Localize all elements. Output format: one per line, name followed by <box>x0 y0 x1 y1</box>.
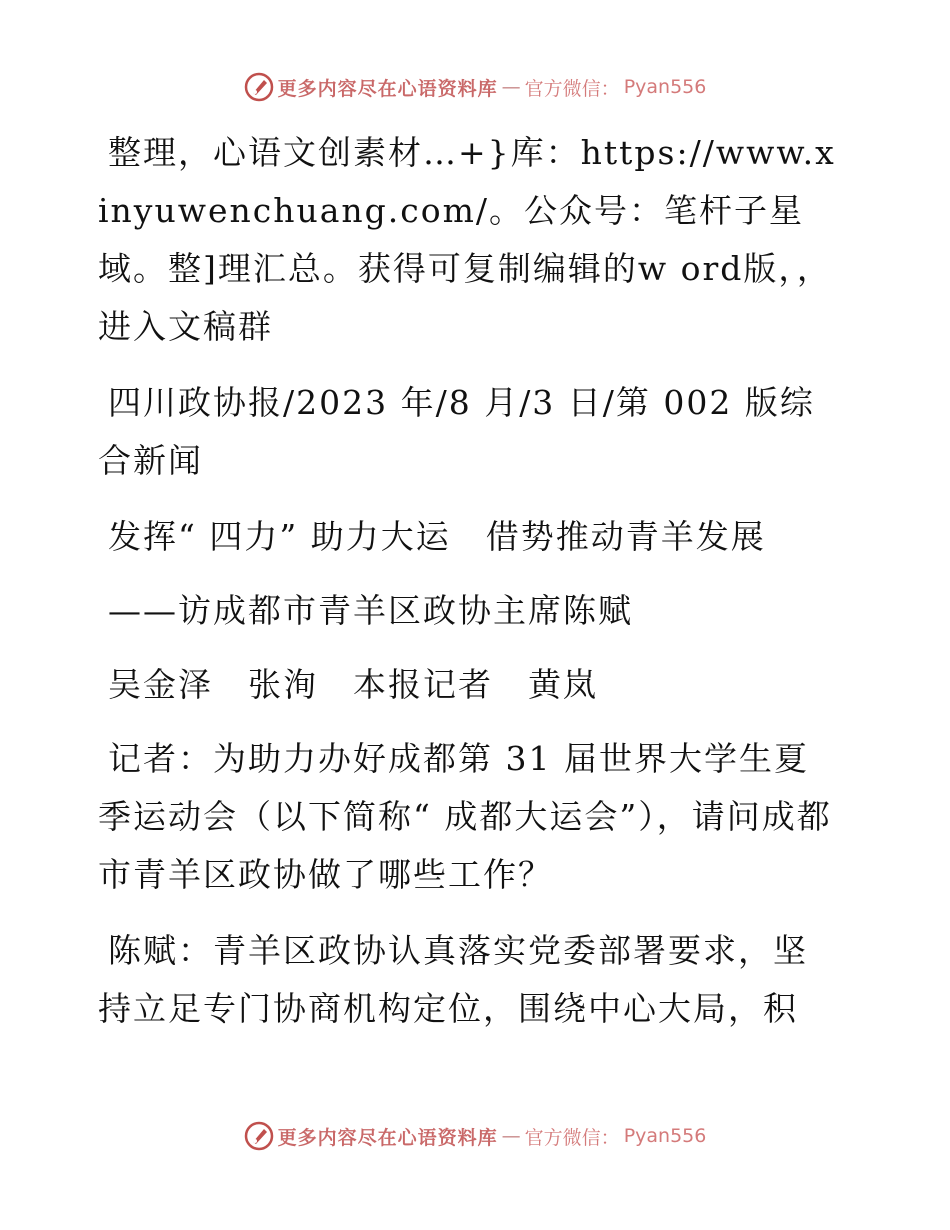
banner-brand-text: 更多内容尽在心语资料库 <box>277 1126 498 1149</box>
banner-official-label: 官方微信： <box>524 77 620 100</box>
article-subtitle: ——访成都市青羊区政协主席陈赋 <box>108 591 633 630</box>
banner-separator: — <box>501 76 521 98</box>
question-paragraph: 记者：为助力办好成都第 31 届世界大学生夏季运动会（以下简称“ 成都大运会”），请问成都市青羊区政协做了哪些工作？ <box>98 739 832 894</box>
article-title: 发挥“ 四力” 助力大运 借势推动青羊发展 <box>108 517 766 556</box>
document-body <box>98 124 838 1056</box>
pen-nib-logo-icon <box>244 72 274 102</box>
banner-official-label: 官方微信： <box>524 1126 620 1149</box>
banner-account: Pyan556 <box>623 76 707 98</box>
pen-nib-logo-icon <box>244 1121 274 1151</box>
answer-paragraph: 陈赋：青羊区政协认真落实党委部署要求，坚持立足专门协商机构定位，围绕中心大局，积 <box>98 931 808 1028</box>
banner-brand-text: 更多内容尽在心语资料库 <box>277 77 498 100</box>
article-byline: 吴金泽 张洵 本报记者 黄岚 <box>108 665 598 704</box>
banner-account: Pyan556 <box>623 1125 707 1147</box>
banner-separator: — <box>501 1125 521 1147</box>
source-line: 四川政协报/2023 年/8 月/3 日/第 002 版综合新闻 <box>98 383 815 480</box>
footer-banner <box>0 1121 950 1151</box>
intro-paragraph: 整理，心语文创素材…+}库：https://www.xinyuwenchuang.com/。公众号：笔杆子星域。整]理汇总。获得可复制编辑的w ord版，，进入文稿群 <box>98 133 836 346</box>
header-banner <box>0 72 950 102</box>
